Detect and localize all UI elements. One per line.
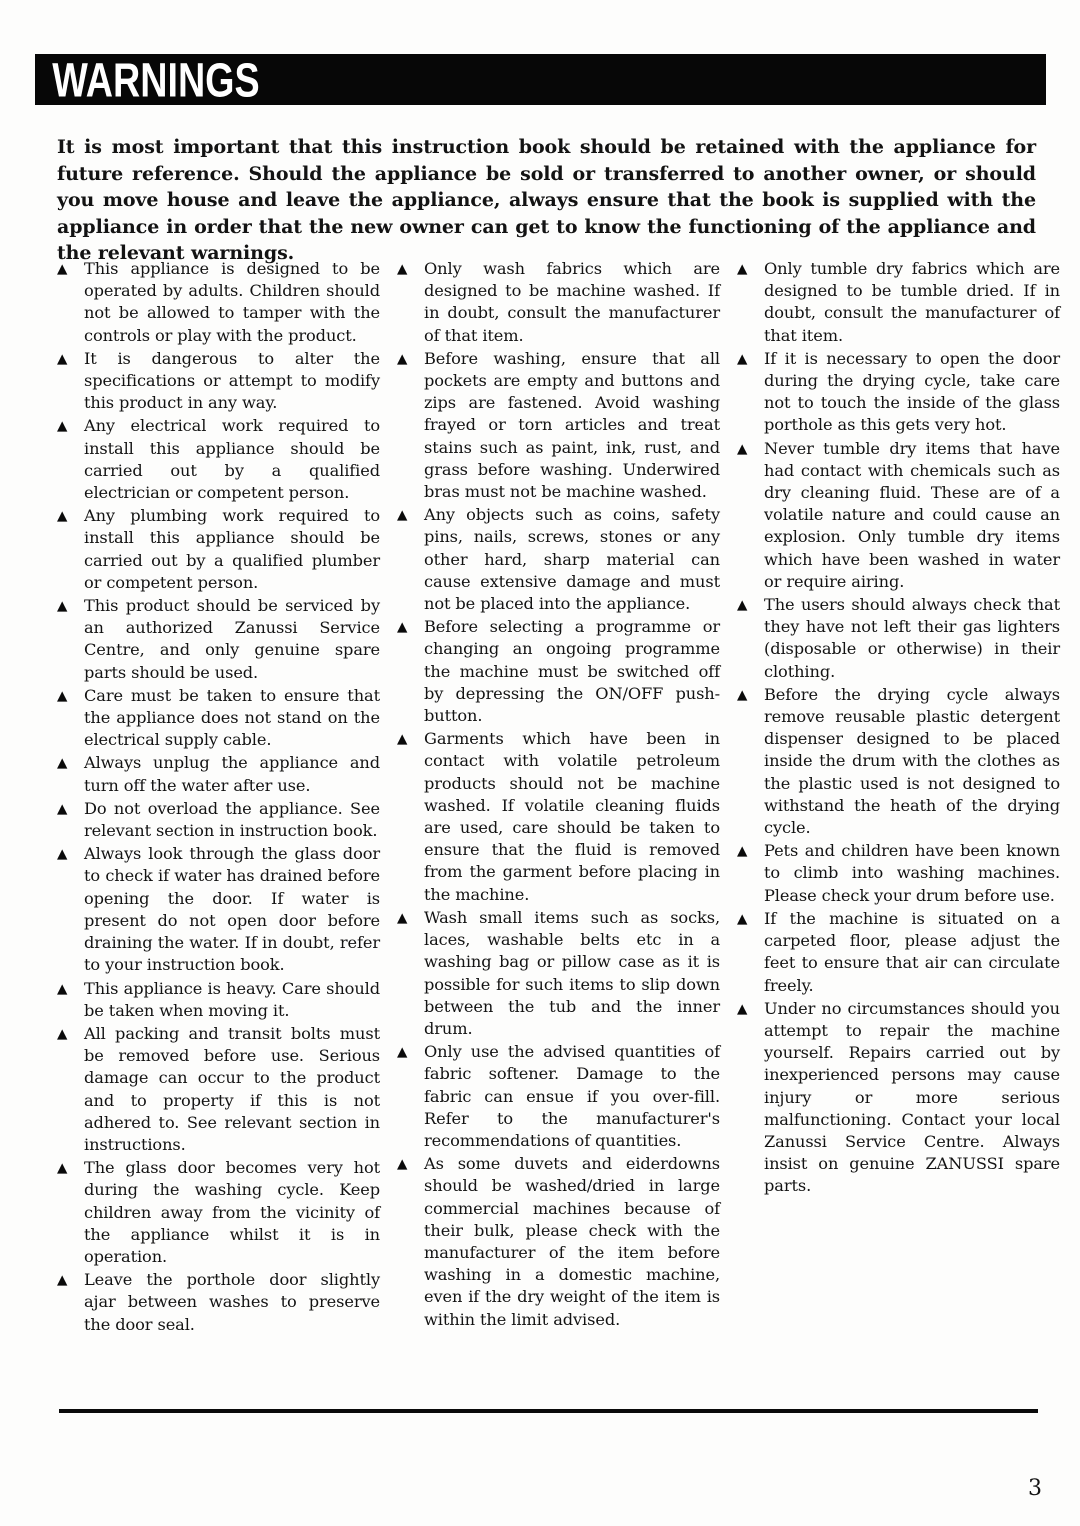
warning-item bbox=[57, 595, 380, 684]
triangle-bullet-icon: ▲ bbox=[57, 1160, 68, 1177]
warning-text: Leave the porthole door slightly ajar between washes to preserve the door seal. bbox=[84, 1270, 380, 1334]
triangle-bullet-icon: ▲ bbox=[57, 687, 68, 704]
warning-text: Never tumble dry items that have had contact with chemicals such as dry cleaning fluid. These are of a volatile nature and could cause an explosion. Only tumble dry items which have been washed in water or require airing. bbox=[764, 438, 1060, 591]
intro-paragraph: It is most important that this instruction book should be retained with the appliance for future reference. Should the appliance be sold or transferred to another owner, or should you move house and leave the appliance, always ensure that the book is supplied with the appliance in order that the new owner can get to know the functioning of the appliance and the relevant warnings. bbox=[57, 136, 1036, 265]
warning-text: This appliance is heavy. Care should be taken when moving it. bbox=[84, 978, 380, 1020]
triangle-bullet-icon: ▲ bbox=[397, 507, 408, 524]
triangle-bullet-icon: ▲ bbox=[397, 1044, 408, 1061]
warning-item bbox=[57, 1023, 380, 1156]
warning-item bbox=[397, 907, 720, 1040]
warning-item bbox=[397, 1153, 720, 1331]
triangle-bullet-icon: ▲ bbox=[57, 755, 68, 772]
warnings-header-bar bbox=[35, 54, 1046, 105]
warning-item bbox=[737, 840, 1060, 907]
warning-item bbox=[737, 998, 1060, 1198]
warning-item bbox=[397, 1041, 720, 1152]
warning-text: If the machine is situated on a carpeted floor, please adjust the feet to ensure that air can circulate freely. bbox=[764, 908, 1060, 995]
warning-item bbox=[397, 504, 720, 615]
warnings-column-1 bbox=[57, 258, 380, 1337]
warning-text: The users should always check that they have not left their gas lighters (disposable or otherwise) in their clothing. bbox=[764, 595, 1060, 681]
warning-text: Always unplug the appliance and turn off the water after use. bbox=[84, 753, 380, 795]
warning-item bbox=[57, 752, 380, 796]
warning-item bbox=[737, 348, 1060, 437]
warning-item bbox=[57, 258, 380, 347]
warning-item bbox=[57, 1157, 380, 1268]
warning-text: Any electrical work required to install this appliance should be carried out by a qualified electrician or competent person. bbox=[84, 416, 380, 503]
triangle-bullet-icon: ▲ bbox=[397, 1156, 408, 1173]
warning-item bbox=[57, 348, 380, 415]
warning-item bbox=[737, 594, 1060, 683]
warning-text: Any plumbing work required to install this appliance should be carried out by a qualified plumber or competent person. bbox=[84, 506, 380, 592]
triangle-bullet-icon: ▲ bbox=[737, 910, 748, 927]
triangle-bullet-icon: ▲ bbox=[737, 350, 748, 367]
warning-text: Only wash fabrics which are designed to be machine washed. If in doubt, consult the manufacturer of that item. bbox=[424, 259, 720, 345]
triangle-bullet-icon: ▲ bbox=[57, 350, 68, 367]
warnings-columns bbox=[57, 258, 1060, 1337]
page-title: WARNINGS bbox=[52, 52, 260, 107]
triangle-bullet-icon: ▲ bbox=[57, 418, 68, 435]
warning-text: This product should be serviced by an authorized Zanussi Service Centre, and only genuine spare parts should be used. bbox=[84, 596, 380, 682]
triangle-bullet-icon: ▲ bbox=[737, 261, 748, 277]
triangle-bullet-icon: ▲ bbox=[57, 980, 68, 997]
warning-item bbox=[737, 684, 1060, 839]
triangle-bullet-icon: ▲ bbox=[737, 440, 748, 457]
warning-item bbox=[57, 978, 380, 1022]
warning-text: All packing and transit bolts must be removed before use. Serious damage can occur to the product and to property if this is not adhered to. See relevant section in instructions. bbox=[84, 1023, 380, 1154]
warning-item bbox=[397, 348, 720, 503]
triangle-bullet-icon: ▲ bbox=[737, 597, 748, 614]
warning-item bbox=[737, 438, 1060, 593]
triangle-bullet-icon: ▲ bbox=[397, 350, 408, 367]
warning-item bbox=[57, 798, 380, 842]
triangle-bullet-icon: ▲ bbox=[737, 843, 748, 860]
warning-text: Under no circumstances should you attempt to repair the machine yourself. Repairs carried out by inexperienced persons may cause injury or more serious malfunctioning. Contact your local Zanussi Service Centre. Always insist on genuine ZANUSSI spare parts. bbox=[764, 998, 1060, 1196]
warning-text: Pets and children have been known to climb into washing machines. Please check your drum before use. bbox=[764, 841, 1060, 905]
triangle-bullet-icon: ▲ bbox=[57, 508, 68, 525]
warning-text: The glass door becomes very hot during the washing cycle. Keep children away from the vicinity of the appliance whilst it is in operation. bbox=[84, 1158, 380, 1266]
warning-item bbox=[737, 908, 1060, 997]
page-number: 3 bbox=[1028, 1476, 1042, 1501]
warning-item bbox=[57, 415, 380, 504]
warning-text: Before selecting a programme or changing an ongoing programme the machine must be switched off by depressing the ON/OFF push-button. bbox=[424, 617, 720, 726]
warning-item bbox=[57, 505, 380, 594]
triangle-bullet-icon: ▲ bbox=[737, 686, 748, 703]
warning-text: Before washing, ensure that all pockets are empty and buttons and zips are fastened. Avoid washing frayed or torn articles and treat stains such as paint, ink, rust, and grass before washing. Underwired bras must not be machine washed. bbox=[424, 348, 720, 502]
triangle-bullet-icon: ▲ bbox=[57, 846, 68, 863]
warning-text: Only use the advised quantities of fabric softener. Damage to the fabric can ensue if you over-fill. Refer to the manufacturer's recommendations of quantities. bbox=[424, 1042, 720, 1150]
footer-divider bbox=[59, 1409, 1038, 1413]
warning-item bbox=[737, 258, 1060, 347]
warning-text: Only tumble dry fabrics which are designed to be tumble dried. If in doubt, consult the manufacturer of that item. bbox=[764, 259, 1060, 345]
warning-text: Do not overload the appliance. See relevant section in instruction book. bbox=[84, 798, 380, 841]
warning-item bbox=[397, 616, 720, 727]
triangle-bullet-icon: ▲ bbox=[397, 731, 408, 748]
warning-text: It is dangerous to alter the specifications or attempt to modify this product in any way. bbox=[84, 348, 380, 413]
warnings-column-3 bbox=[737, 258, 1060, 1337]
warning-item bbox=[397, 258, 720, 347]
warning-item bbox=[57, 685, 380, 752]
warning-text: Always look through the glass door to check if water has drained before opening the door. If water is present do not open door before draining the water. If in doubt, refer to your instruction book. bbox=[84, 844, 380, 975]
warnings-column-2 bbox=[397, 258, 720, 1337]
warning-text: As some duvets and eiderdowns should be washed/dried in large commercial machines because of their bulk, please check with the manufacturer of the item before washing in a domestic machine, even if the dry weight of the item is within the limit advised. bbox=[424, 1154, 720, 1329]
triangle-bullet-icon: ▲ bbox=[57, 1272, 68, 1289]
warning-item bbox=[397, 728, 720, 906]
warning-text: Wash small items such as socks, laces, washable belts etc in a washing bag or pillow case as it is possible for such items to slip down between the tub and the inner drum. bbox=[424, 907, 720, 1038]
warning-text: This appliance is designed to be operated by adults. Children should not be allowed to tamper with the controls or play with the product. bbox=[84, 259, 380, 345]
warning-text: Any objects such as coins, safety pins, nails, screws, stones or any other hard, sharp material can cause extensive damage and must not be placed into the appliance. bbox=[424, 505, 720, 614]
warning-text: If it is necessary to open the door during the drying cycle, take care not to touch the inside of the glass porthole as this gets very hot. bbox=[764, 348, 1060, 435]
warning-text: Care must be taken to ensure that the appliance does not stand on the electrical supply cable. bbox=[84, 685, 380, 750]
triangle-bullet-icon: ▲ bbox=[57, 1025, 68, 1042]
triangle-bullet-icon: ▲ bbox=[57, 800, 68, 817]
triangle-bullet-icon: ▲ bbox=[57, 598, 68, 615]
triangle-bullet-icon: ▲ bbox=[57, 261, 68, 277]
warning-text: Before the drying cycle always remove reusable plastic detergent dispenser designed to be placed inside the drum with the clothes as the plastic used is not designed to withstand the heath of the drying cycle. bbox=[764, 684, 1060, 838]
triangle-bullet-icon: ▲ bbox=[397, 619, 408, 636]
warning-item bbox=[57, 843, 380, 976]
triangle-bullet-icon: ▲ bbox=[397, 261, 408, 277]
warning-item bbox=[57, 1269, 380, 1336]
triangle-bullet-icon: ▲ bbox=[737, 1000, 748, 1017]
triangle-bullet-icon: ▲ bbox=[397, 909, 408, 926]
warning-text: Garments which have been in contact with volatile petroleum products should not be machine washed. If volatile cleaning fluids are used, care should be taken to ensure that the fluid is removed from the garment before placing in the machine. bbox=[424, 729, 720, 904]
